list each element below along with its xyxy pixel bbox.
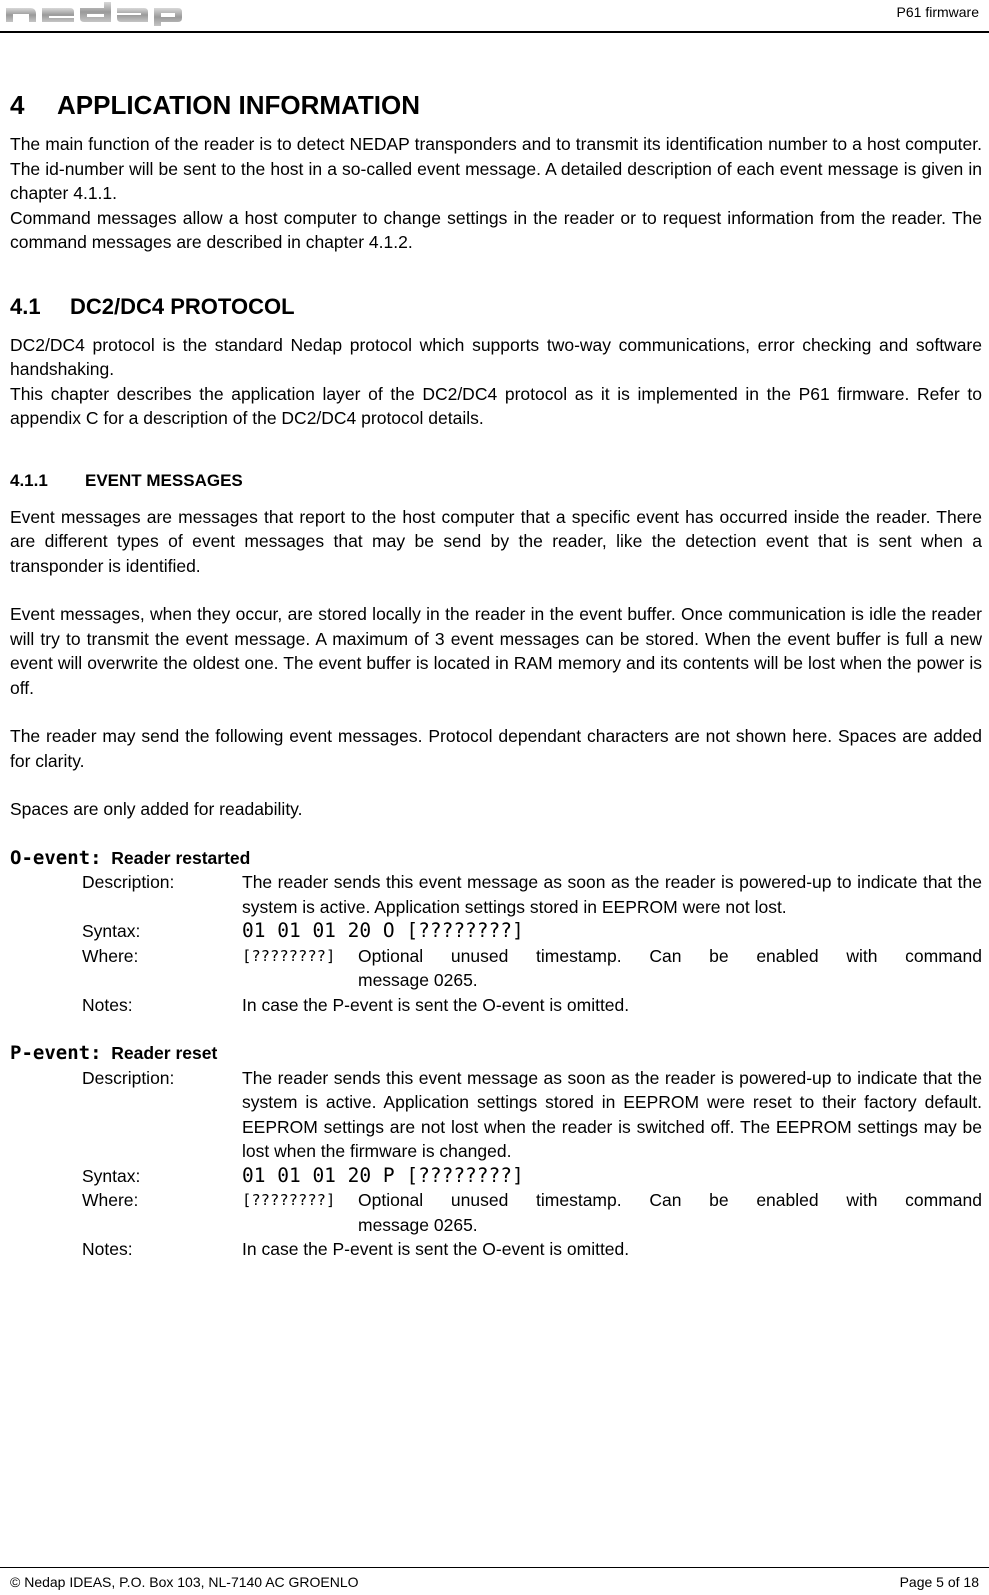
- event-o-syntax-row: [10, 919, 982, 944]
- nedap-logo: [4, 2, 184, 26]
- page-header: [0, 0, 989, 33]
- description-label: Description:: [82, 872, 175, 892]
- event-o-notes-row: [10, 993, 982, 1018]
- event-o-where-row: [10, 944, 982, 993]
- event-p-description: The reader sends this event message as soon as the reader is powered-up to indicate that the system is active. Application settings stored in EEPROM were reset to their factory default. EEPROM settings are not lost when the reader is switched off. The EEPROM settings may be lost when the firmware is changed.: [242, 1067, 982, 1161]
- subsection-heading: [10, 469, 982, 493]
- event-p-description-row: [10, 1066, 982, 1164]
- event-p-title: Reader reset: [111, 1043, 218, 1063]
- event-p-syntax-row: [10, 1164, 982, 1189]
- notes-label: Notes:: [82, 1239, 133, 1259]
- event-o-code: O-event:: [10, 846, 102, 869]
- footer-page-number: Page 5 of 18: [899, 1574, 979, 1590]
- header-doc-title: P61 firmware: [896, 4, 979, 20]
- event-p-notes: In case the P-event is sent the O-event is omitted.: [242, 1239, 630, 1259]
- event-o-where-text-cont: message 0265.: [358, 970, 478, 990]
- syntax-label: Syntax:: [82, 1165, 141, 1186]
- event-o-description: The reader sends this event message as soon as the reader is powered-up to indicate that the system is active. Application settings stored in EEPROM were not lost.: [242, 872, 982, 917]
- event-p-where-row: [10, 1188, 982, 1237]
- section-title: DC2/DC4 PROTOCOL: [70, 293, 295, 319]
- section-number: 4.1: [10, 293, 41, 319]
- section-heading: [10, 293, 982, 321]
- section-paragraph-1: DC2/DC4 protocol is the standard Nedap protocol which supports two-way communications, error checking and software handshaking.: [10, 334, 982, 379]
- event-o-where-text: Optional unused timestamp. Can be enabled with command: [358, 945, 982, 966]
- event-o-syntax: 01 01 01 20 O [????????]: [242, 919, 524, 942]
- section-paragraph-2: This chapter describes the application layer of the DC2/DC4 protocol as it is implemented in the P61 firmware. Refer to appendix C for a description of the DC2/DC4 protocol details.: [10, 383, 982, 428]
- event-o-notes: In case the P-event is sent the O-event is omitted.: [242, 994, 630, 1015]
- event-o-where-code: [????????]: [242, 946, 336, 965]
- chapter-heading: [10, 88, 982, 122]
- event-p-where-text-cont: message 0265.: [358, 1214, 478, 1235]
- page-content: [10, 88, 982, 1262]
- event-p-heading: [10, 1041, 982, 1066]
- event-p-notes-row: [10, 1237, 982, 1262]
- description-label: Description:: [82, 1067, 175, 1088]
- event-p-code: P-event:: [10, 1042, 102, 1064]
- notes-label: Notes:: [82, 994, 133, 1015]
- chapter-title: APPLICATION INFORMATION: [57, 90, 421, 120]
- event-o-title: Reader restarted: [111, 847, 251, 868]
- subsection-paragraph-4: Spaces are only added for readability.: [10, 799, 303, 819]
- event-p-where-text: Optional unused timestamp. Can be enabled with command: [358, 1190, 982, 1210]
- chapter-number: 4: [10, 90, 25, 120]
- subsection-number: 4.1.1: [10, 470, 48, 490]
- event-o-description-row: [10, 870, 982, 919]
- event-p-where-code: [????????]: [242, 1191, 336, 1209]
- footer-address: © Nedap IDEAS, P.O. Box 103, NL-7140 AC GROENLO: [10, 1574, 359, 1590]
- where-label: Where:: [82, 945, 139, 966]
- subsection-paragraph-3: The reader may send the following event messages. Protocol dependant characters are not shown here. Spaces are added for clarity.: [10, 726, 982, 771]
- subsection-paragraph-2: Event messages, when they occur, are stored locally in the reader in the event buffer. Once communication is idle the reader will try to transmit the event message. A maximum of 3 event messages can be stored. When the event buffer is full a new event will overwrite the oldest one. The event buffer is located in RAM memory and its contents will be lost when the power is off.: [10, 604, 982, 698]
- where-label: Where:: [82, 1190, 139, 1210]
- event-o-heading: [10, 846, 982, 871]
- chapter-paragraph-2: Command messages allow a host computer to change settings in the reader or to request information from the reader. The command messages are described in chapter 4.1.2.: [10, 207, 982, 252]
- subsection-title: EVENT MESSAGES: [85, 470, 243, 490]
- chapter-paragraph-1: The main function of the reader is to detect NEDAP transponders and to transmit its identification number to a host computer. The id-number will be sent to the host in a so-called event message. A detailed description of each event message is given in chapter 4.1.1.: [10, 134, 982, 203]
- event-p-syntax: 01 01 01 20 P [????????]: [242, 1163, 524, 1187]
- page-footer: [0, 1567, 989, 1595]
- syntax-label: Syntax:: [82, 921, 141, 941]
- subsection-paragraph-1: Event messages are messages that report to the host computer that a specific event has occurred inside the reader. There are different types of event messages that may be send by the reader, like the detection event that is sent when a transponder is identified.: [10, 506, 982, 576]
